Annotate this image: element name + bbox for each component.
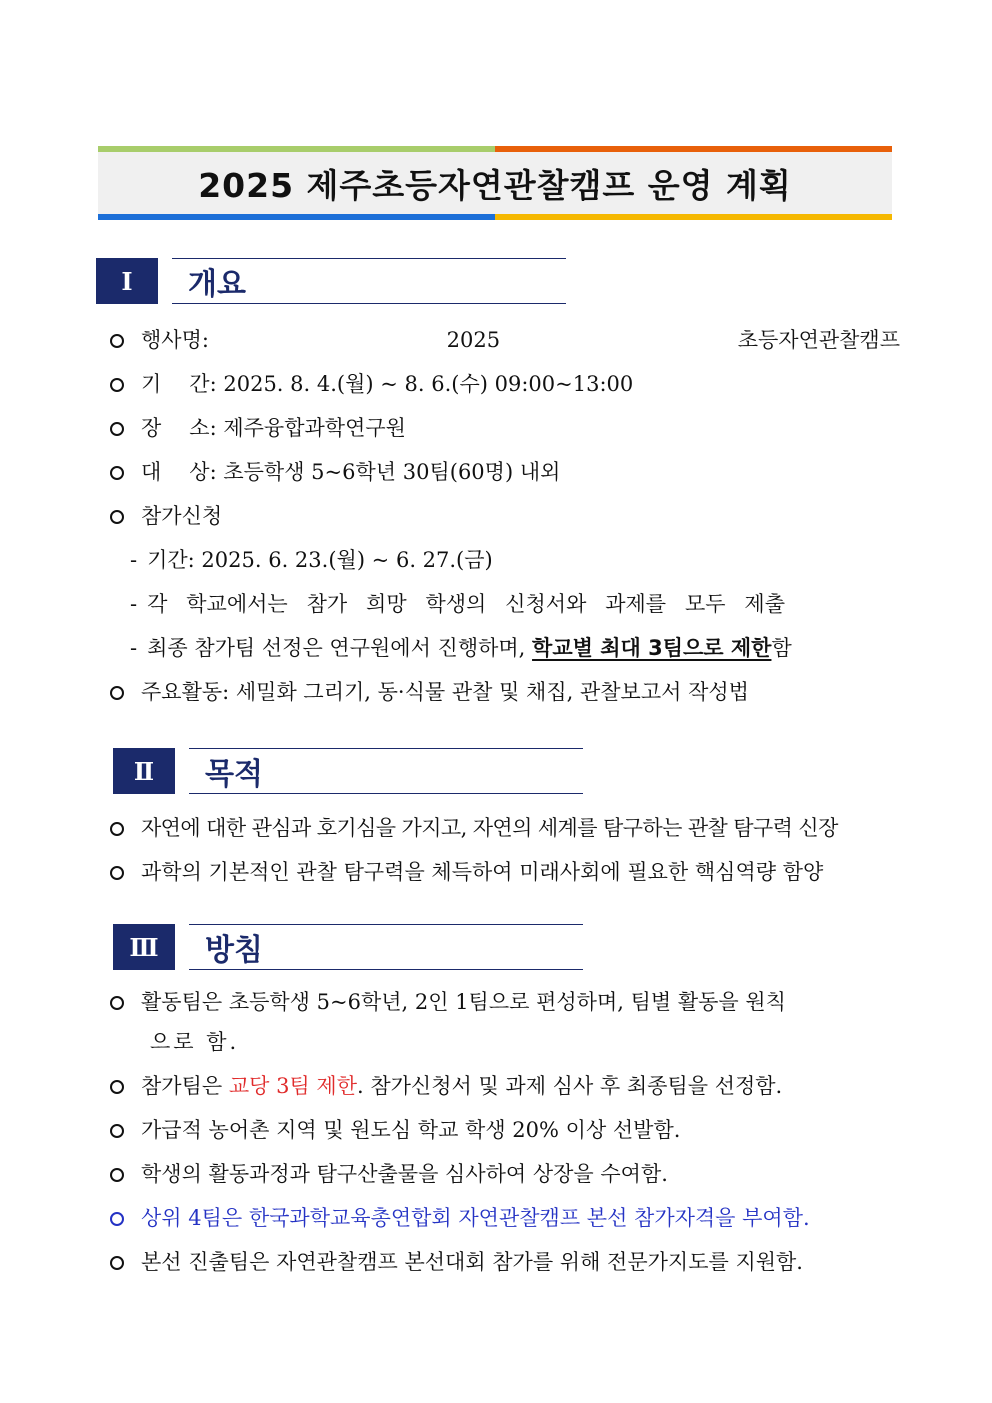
policy-item-6: 본선 진출팀은 자연관찰캠프 본선대회 참가를 위해 전문가지도를 지원함.	[110, 1240, 803, 1284]
banner-top-bar	[98, 146, 892, 152]
team-limit-highlight: 교당 3팀 제한	[228, 1074, 357, 1098]
circle-bullet-icon	[110, 422, 124, 436]
circle-bullet-icon	[110, 996, 124, 1010]
circle-bullet-icon	[110, 334, 124, 348]
purpose-item-1: 자연에 대한 관심과 호기심을 가지고, 자연의 세계를 탐구하는 관찰 탐구력 신장	[110, 806, 838, 850]
circle-bullet-icon	[110, 1124, 124, 1138]
circle-bullet-icon	[110, 822, 124, 836]
circle-bullet-icon	[110, 1168, 124, 1182]
overview-target: 대 상: 초등학생 5~6학년 30팀(60명) 내외	[110, 450, 560, 494]
section-title: 방침	[189, 924, 583, 970]
policy-item-4: 학생의 활동과정과 탐구산출물을 심사하여 상장을 수여함.	[110, 1152, 668, 1196]
overview-event-name: 행사명: 2025 초등자연관찰캠프	[110, 318, 900, 362]
section-number: Ⅲ	[113, 924, 175, 970]
application-sub-submit: - 각 학교에서는 참가 희망 학생의 신청서와 과제를 모두 제출	[130, 592, 785, 616]
section-title: 목적	[189, 748, 583, 794]
application-sub-period: - 기간: 2025. 6. 23.(월) ~ 6. 27.(금)	[130, 548, 493, 572]
policy-item-1-continuation: 으로 함.	[150, 1030, 240, 1054]
section-number: Ⅰ	[96, 258, 158, 304]
title-banner	[98, 146, 892, 220]
circle-bullet-icon	[110, 866, 124, 880]
circle-bullet-icon	[110, 1256, 124, 1270]
overview-application: 참가신청	[110, 494, 222, 538]
circle-bullet-icon	[110, 1212, 124, 1226]
section-title: 개요	[172, 258, 566, 304]
circle-bullet-icon	[110, 1080, 124, 1094]
policy-item-5: 상위 4팀은 한국과학교육총연합회 자연관찰캠프 본선 참가자격을 부여함.	[110, 1196, 810, 1240]
overview-period: 기 간: 2025. 8. 4.(월) ~ 8. 6.(수) 09:00~13:00	[110, 362, 633, 406]
overview-place: 장 소: 제주융합과학연구원	[110, 406, 406, 450]
application-sub-selection: - 최종 참가팀 선정은 연구원에서 진행하며, 학교별 최대 3팀으로 제한함	[130, 636, 792, 660]
selection-limit-emphasis: 학교별 최대 3팀으로 제한	[532, 636, 772, 660]
policy-item-2: 참가팀은 교당 3팀 제한. 참가신청서 및 과제 심사 후 최종팀을 선정함.	[110, 1064, 782, 1108]
purpose-item-2: 과학의 기본적인 관찰 탐구력을 체득하여 미래사회에 필요한 핵심역량 함양	[110, 850, 823, 894]
policy-item-1: 활동팀은 초등학생 5~6학년, 2인 1팀으로 편성하며, 팀별 활동을 원칙	[110, 980, 786, 1024]
section-number: Ⅱ	[113, 748, 175, 794]
circle-bullet-icon	[110, 686, 124, 700]
circle-bullet-icon	[110, 378, 124, 392]
policy-item-3: 가급적 농어촌 지역 및 원도심 학교 학생 20% 이상 선발함.	[110, 1108, 680, 1152]
circle-bullet-icon	[110, 466, 124, 480]
overview-activities: 주요활동: 세밀화 그리기, 동·식물 관찰 및 채집, 관찰보고서 작성법	[110, 670, 749, 714]
banner-bottom-bar	[98, 214, 892, 220]
circle-bullet-icon	[110, 510, 124, 524]
document-title: 2025 제주초등자연관찰캠프 운영 계획	[198, 165, 792, 205]
